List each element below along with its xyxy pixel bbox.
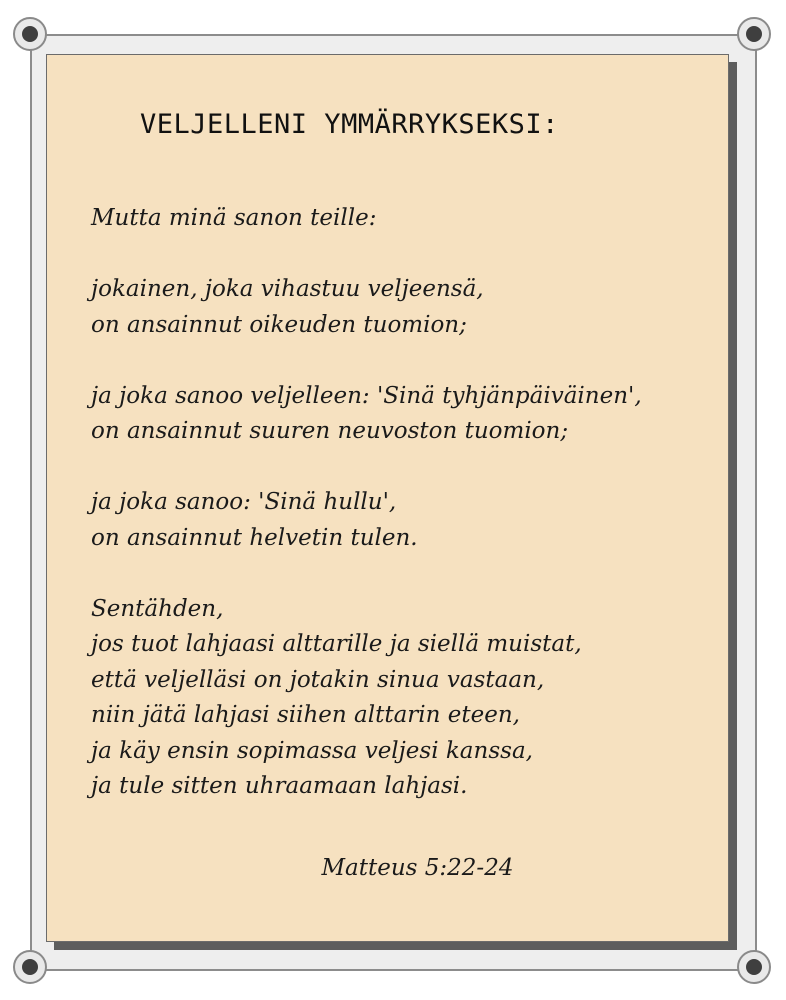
poem-line: jos tuot lahjaasi alttarille ja siellä muistat, [91,631,582,657]
stanza [91,379,721,450]
poem-line: on ansainnut oikeuden tuomion; [91,311,467,338]
stanza [91,201,721,237]
poem-line: ja tule sitten uhraamaan lahjasi. [91,773,468,799]
poem-line: Mutta minä sanon teille: [91,205,377,231]
poem-line: on ansainnut suuren neuvoston tuomion; [91,418,569,444]
scripture-reference: Matteus 5:22-24 [321,855,514,881]
poem-line: ja joka sanoo: 'Sinä hullu', [91,489,397,515]
corner-bolt-icon [737,17,771,51]
poem-line: on ansainnut helvetin tulen. [91,524,418,551]
page-title: VELJELLENI YMMÄRRYKSEKSI: [140,109,559,140]
stanza [91,272,721,343]
poem-line: niin jätä lahjasi siihen alttarin eteen, [91,702,520,728]
poem-line: jokainen, joka vihastuu veljeensä, [91,276,484,302]
stanza [91,485,721,556]
poem-line: että veljelläsi on jotakin sinua vastaan, [91,666,545,693]
paper-sheet [46,54,729,942]
poem-line: ja käy ensin sopimassa veljesi kanssa, [91,737,533,764]
stanza [91,592,721,805]
poem-line: ja joka sanoo veljelleen: 'Sinä tyhjänpäiväinen', [91,382,642,409]
corner-bolt-icon [737,950,771,984]
poem-line: Sentähden, [91,595,224,622]
corner-bolt-icon [13,950,47,984]
poem-body [91,201,721,840]
corner-bolt-icon [13,17,47,51]
